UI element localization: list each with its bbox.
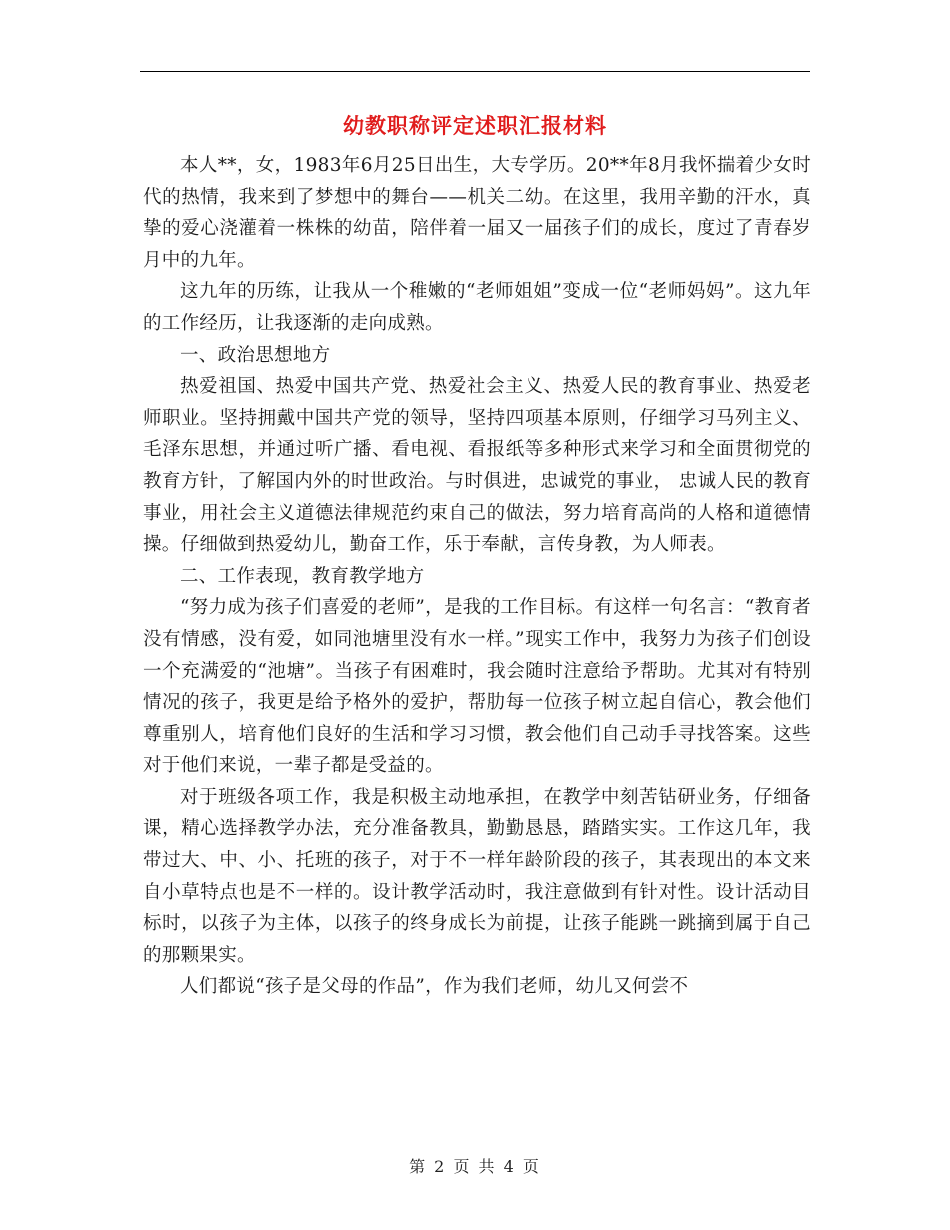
header-rule [140, 71, 810, 72]
paragraph-intro: 本人**，女，1983年6月25日出生，大专学历。20**年8月我怀揣着少女时代的热情，我来到了梦想中的舞台——机关二幼。在这里，我用辛勤的汗水，真挚的爱心浇灌着一株株的幼苗，陪伴着一届又一届孩子们的成长，度过了青春岁月中的九年。 [143, 155, 811, 271]
section-heading-politics: 一、政治思想地方 [180, 344, 331, 366]
paragraph-politics: 热爱祖国、热爱中国共产党、热爱社会主义、热爱人民的教育事业、热爱老师职业。坚持拥戴中国共产党的领导，坚持四项基本原则，仔细学习马列主义、毛泽东思想，并通过听广播、看电视、看报纸等多种形式来学习和全面贯彻党的教育方针，了解国内外的时世政治。与时俱进，忠诚党的事业， 忠诚人民的教育事业，用社会主义道德法律规范约束自己的做法，努力培育高尚的人格和道德情操。仔细做到热爱幼儿，勤奋工作，乐于奉献，言传身教，为人师表。 [143, 376, 811, 556]
paragraph-growth: 这九年的历练，让我从一个稚嫩的“老师姐姐”变成一位“老师妈妈”。这九年的工作经历，让我逐渐的走向成熟。 [143, 281, 811, 334]
section-heading-work: 二、工作表现，教育教学地方 [180, 565, 425, 587]
page-footer: 第 2 页 共 4 页 [409, 1157, 541, 1176]
document-title: 幼教职称评定述职汇报材料 [343, 113, 607, 138]
paragraph-goal: “努力成为孩子们喜爱的老师”，是我的工作目标。有这样一句名言：“教育者没有情感，没有爱，如同池塘里没有水一样。”现实工作中，我努力为孩子们创设一个充满爱的“池塘”。当孩子有困难时，我会随时注意给予帮助。尤其对有特别情况的孩子，我更是给予格外的爱护，帮肋每一位孩子树立起自信心，教会他们尊重别人，培育他们良好的生活和学习习惯，教会他们自己动手寻找答案。这些对于他们来说，一辈子都是受益的。 [143, 597, 811, 777]
paragraph-parents: 人们都说“孩子是父母的作品”，作为我们老师，幼儿又何尝不 [180, 976, 689, 998]
paragraph-class-work: 对于班级各项工作，我是积极主动地承担，在教学中刻苦钻研业务，仔细备课，精心选择教学办法，充分准备教具，勤勤恳恳，踏踏实实。工作这几年，我带过大、中、小、托班的孩子，对于不一样年龄阶段的孩子，其表现出的本文来自小草特点也是不一样的。设计教学活动时，我注意做到有针对性。设计活动目标时，以孩子为主体，以孩子的终身成长为前提，让孩子能跳一跳摘到属于自己的那颗果实。 [143, 786, 811, 966]
document-body [143, 150, 811, 1003]
